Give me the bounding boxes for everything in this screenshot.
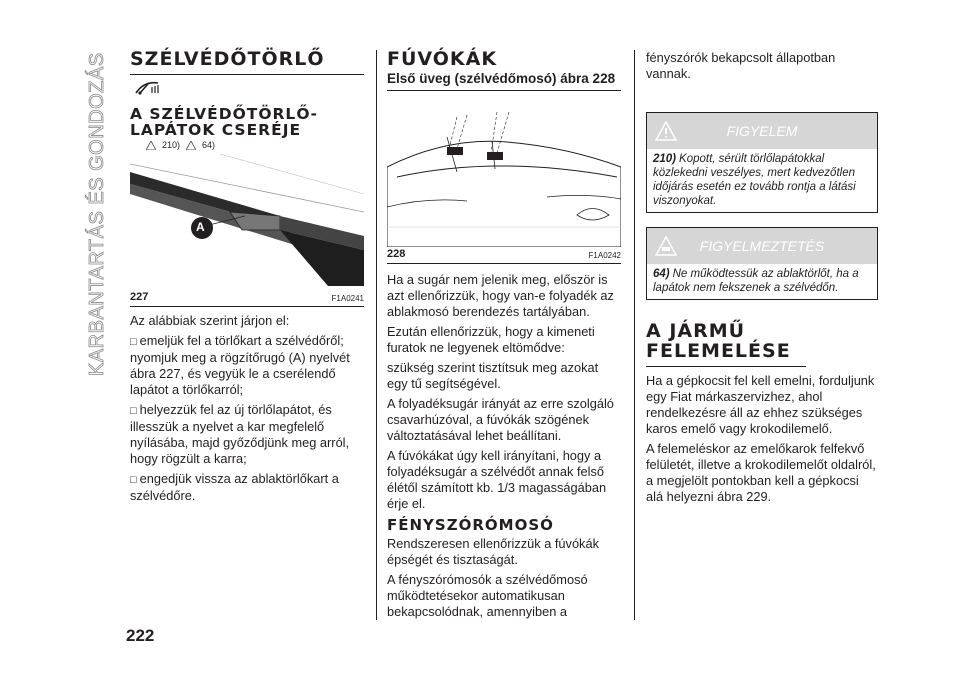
reference-warning[interactable]: 210): [162, 140, 181, 151]
wiper-intro-text: Az alábbiak szerint járjon el:: [130, 313, 290, 329]
warning-body: [647, 149, 877, 212]
caution-triangle-icon: [186, 141, 196, 150]
wiper-step-3: □ engedjük vissza az ablaktörlőkart a szélvédőre.: [130, 471, 364, 504]
car-front-illustration: [387, 97, 621, 247]
column-nozzles: [387, 50, 621, 624]
section-title-headlamp-washer: FÉNYSZÓRÓMOSÓ: [387, 515, 554, 534]
warning-number: 210): [653, 153, 677, 165]
figure-228: [387, 97, 621, 264]
nozzle-paragraph-3: szükség szerint tisztítsuk meg azokat egy tű segítségével.: [387, 359, 599, 391]
warning-triangle-icon: [655, 121, 677, 141]
caution-box: [646, 227, 878, 300]
wiper-step-1: □ emeljük fel a törlőkart a szélvédőről; nyomjuk meg a rögzítőrugó (A) nyelvét ábra 227, és vegyük le a cserélendő lapátot a törlőkarról;: [130, 333, 364, 398]
column-divider: [376, 50, 377, 620]
nozzle-paragraph-2: Ezután ellenőrizzük, hogy a kimeneti furatok ne legyenek eltömődve:: [387, 323, 595, 355]
wiper-step-2: □ helyezzük fel az új törlőlapátot, és illesszük a nyelvet a kar megfelelő nyílásába, majd győződjünk meg arról, hogy rögzült a karra;: [130, 402, 364, 467]
subsection-title-windscreen-washer: Első üveg (szélvédőmosó) ábra 228: [387, 71, 621, 91]
headlamp-paragraph-1: Rendszeresen ellenőrizzük a fúvókák épségét és tisztaságát.: [387, 535, 599, 567]
caution-body: [647, 264, 877, 299]
subsection-title-wiper-blades: A SZÉLVÉDŐTÖRLŐ-LAPÁTOK CSERÉJE: [130, 104, 318, 140]
nozzle-paragraph-1: Ha a sugár nem jelenik meg, először is azt ellenőrizzük, hogy van-e folyadék az ablakmosó berendezés tartályában.: [387, 271, 614, 319]
figure-label-a: A: [196, 220, 205, 235]
car-caution-icon: [655, 236, 677, 256]
warning-text: Kopott, sérült törlőlapátokkal közlekedni veszélyes, mert kedvezőtlen időjárás esetén ez tovább rontja a látási viszonyokat.: [653, 153, 856, 207]
section-title-nozzles: FÚVÓKÁK: [387, 48, 498, 70]
nozzle-paragraph-5: A fúvókákat úgy kell irányítani, hogy a folyadéksugár a szélvédőt annak felső élétől számított kb. 1/3 magasságában érje el.: [387, 447, 607, 511]
wiper-icon: [134, 79, 364, 100]
caution-box-header: [647, 228, 877, 264]
figure-number: 228: [387, 247, 406, 260]
caution-number: 64): [653, 268, 670, 280]
caution-title: FIGYELMEZTETÉS: [699, 238, 825, 254]
lifting-paragraph-1: Ha a gépkocsit fel kell emelni, forduljunk egy Fiat márkaszervizhez, ahol rendelkezésre áll az ehhez szükséges karos emelő vagy krokodilemelő.: [646, 372, 875, 436]
caution-text: Ne működtessük az ablaktörlőt, ha a lapátok nem fekszenek a szélvédőn.: [653, 268, 859, 294]
column-lifting: [646, 50, 878, 509]
nozzle-paragraph-4: A folyadéksugár irányát az erre szolgáló csavarhúzóval, a fúvókák szögének változtatásával lehet beállítani.: [387, 395, 614, 443]
warning-title: FIGYELEM: [726, 123, 798, 139]
figure-code: F1A0242: [588, 250, 621, 260]
figure-code: F1A0241: [331, 294, 364, 304]
warning-box-header: [647, 113, 877, 149]
reference-list: [146, 140, 364, 150]
figure-227: [130, 154, 364, 307]
wiper-blade-illustration: [130, 154, 364, 286]
page-number: 222: [126, 626, 155, 645]
section-title-wiper: SZÉLVÉDŐTÖRLŐ: [130, 50, 364, 75]
reference-caution[interactable]: 64): [202, 140, 216, 151]
headlamp-paragraph-2: A fényszórómosók a szélvédőmosó működtetésekor automatikusan bekapcsolódnak, amennyiben a: [387, 571, 588, 619]
column-divider: [634, 50, 635, 620]
section-side-tab: [86, 50, 108, 376]
figure-number: 227: [130, 291, 149, 304]
warning-box: [646, 112, 878, 213]
lifting-paragraph-2: A felemeléskor az emelőkarok felfekvő felületét, illetve a krokodilemelőt oldalról, a megjelölt pontokban kell a gépkocsi alá helyezni ábra 229.: [646, 440, 876, 504]
column-wiper: [130, 50, 364, 508]
section-title-vehicle-lifting: A JÁRMŰ FELEMELÉSE: [646, 322, 806, 367]
warning-triangle-icon: [146, 141, 156, 150]
side-tab-text: KARBANTARTÁS ÉS GONDOZÁS: [86, 52, 108, 376]
headlamp-continuation: fényszórók bekapcsolt állapotban vannak.: [646, 50, 836, 81]
